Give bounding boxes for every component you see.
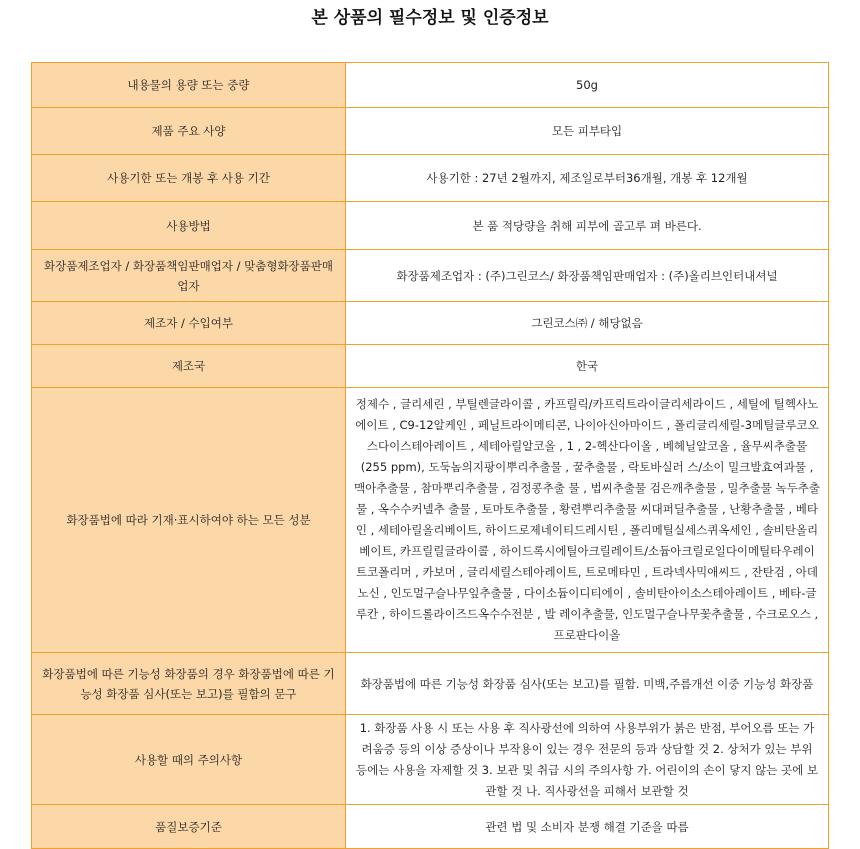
- row-label: 제조자 / 수입여부: [32, 302, 346, 345]
- table-row: [32, 345, 829, 388]
- row-value: 사용기한 : 27년 2월까지, 제조일로부터36개월, 개봉 후 12개월: [346, 155, 829, 202]
- row-label: 화장품법에 따라 기재·표시하여야 하는 모든 성분: [32, 388, 346, 653]
- row-value: 관련 법 및 소비자 분쟁 해결 기준을 따름: [346, 805, 829, 849]
- row-label: 제품 주요 사양: [32, 108, 346, 155]
- row-label: 품질보증기준: [32, 805, 346, 849]
- row-value: 화장품제조업자 : (주)그린코스/ 화장품책임판매업자 : (주)올리브인터내셔널: [346, 250, 829, 302]
- table-row: [32, 250, 829, 302]
- table-row: [32, 155, 829, 202]
- table-row: [32, 653, 829, 715]
- row-label: 화장품법에 따른 기능성 화장품의 경우 화장품법에 따른 기능성 화장품 심사(또는 보고)를 필함의 문구: [32, 653, 346, 715]
- row-value: 한국: [346, 345, 829, 388]
- row-value: 본 품 적당량을 취해 피부에 골고루 펴 바른다.: [346, 202, 829, 250]
- table-row: [32, 388, 829, 653]
- row-label: 사용방법: [32, 202, 346, 250]
- row-label: 사용기한 또는 개봉 후 사용 기간: [32, 155, 346, 202]
- row-value: 화장품법에 따른 기능성 화장품 심사(또는 보고)를 필함. 미백,주름개선 이중 기능성 화장품: [346, 653, 829, 715]
- row-label: 화장품제조업자 / 화장품책임판매업자 / 맞춤형화장품판매업자: [32, 250, 346, 302]
- table-row: [32, 202, 829, 250]
- row-value: 1. 화장품 사용 시 또는 사용 후 직사광선에 의하여 사용부위가 붉은 반점, 부어오름 또는 가려움증 등의 이상 증상이나 부작용이 있는 경우 전문의 등과 상담할 것 2. 상처가 있는 부위 등에는 사용을 자제할 것 3. 보관 및 취급 시의 주의사항 가. 어린이의 손이 닿지 않는 곳에 보관할 것 나. 직사광선을 피해서 보관할 것: [346, 715, 829, 805]
- table-row: [32, 302, 829, 345]
- row-label: 내용물의 용량 또는 중량: [32, 63, 346, 108]
- row-label: 제조국: [32, 345, 346, 388]
- row-value: 50g: [346, 63, 829, 108]
- row-value: 정제수 , 글리세린 , 부틸렌글라이콜 , 카프릴릭/카프릭트라이글리세라이드 , 세틸에 틸헥사노에이트 , C9-12알케인 , 페닐트라이메티콘, 나이아신아마이드 , 폴리글리세릴-3메틸글루코오스다이스테아레이트 , 세테아릴알코올 , 1 , 2-헥산다이올 , 베헤닐알코올 , 율무씨추출물(255 ppm), 도둑놈의지팡이뿌리추출물 , 꿀추출물 , 락토바실러 스/소이 밀크발효여과물 , 맥아추출물 , 참마뿌리추출물 , 검정콩추출 물 , 법씨추출물 검은깨추출물 , 밀추출물 녹두추출물 , 옥수수커넬추 출물 , 토마토추출물 , 황련뿌리추출물 씨대퍼딜추출물 , 난황추출물 , 베타인 , 세테아릴올리베이트, 하이드로제네이티드레시틴 , 폴리메틸실세스퀴옥세인 , 솔비탄올리베이트, 카프릴릴글라이콜 , 하이드록시에틸아크릴레이트/소듐아크릴로일다이메틸타우레이트코폴리머 , 카보머 , 글리세릴스테아레이트, 트로메타민 , 트라넥사믹애씨드 , 잔탄검 , 아데노신 , 인도멀구슬나무잎추출물 , 다이소듐이디티에이 , 솔비탄아이소스테아레이트 , 베타-글루칸 , 하이드롤라이즈드옥수수전분 , 발 레이추출물, 인도멀구슬나무꽃추출물 , 수크로오스 , 프로판다이올: [346, 388, 829, 653]
- table-row: [32, 805, 829, 849]
- row-label: 사용할 때의 주의사항: [32, 715, 346, 805]
- table-row: [32, 715, 829, 805]
- table-row: [32, 63, 829, 108]
- page-title: 본 상품의 필수정보 및 인증정보: [311, 8, 549, 28]
- row-value: 그린코스㈜ / 해당없음: [346, 302, 829, 345]
- table-row: [32, 108, 829, 155]
- row-value: 모든 피부타입: [346, 108, 829, 155]
- product-info-table: [31, 62, 829, 849]
